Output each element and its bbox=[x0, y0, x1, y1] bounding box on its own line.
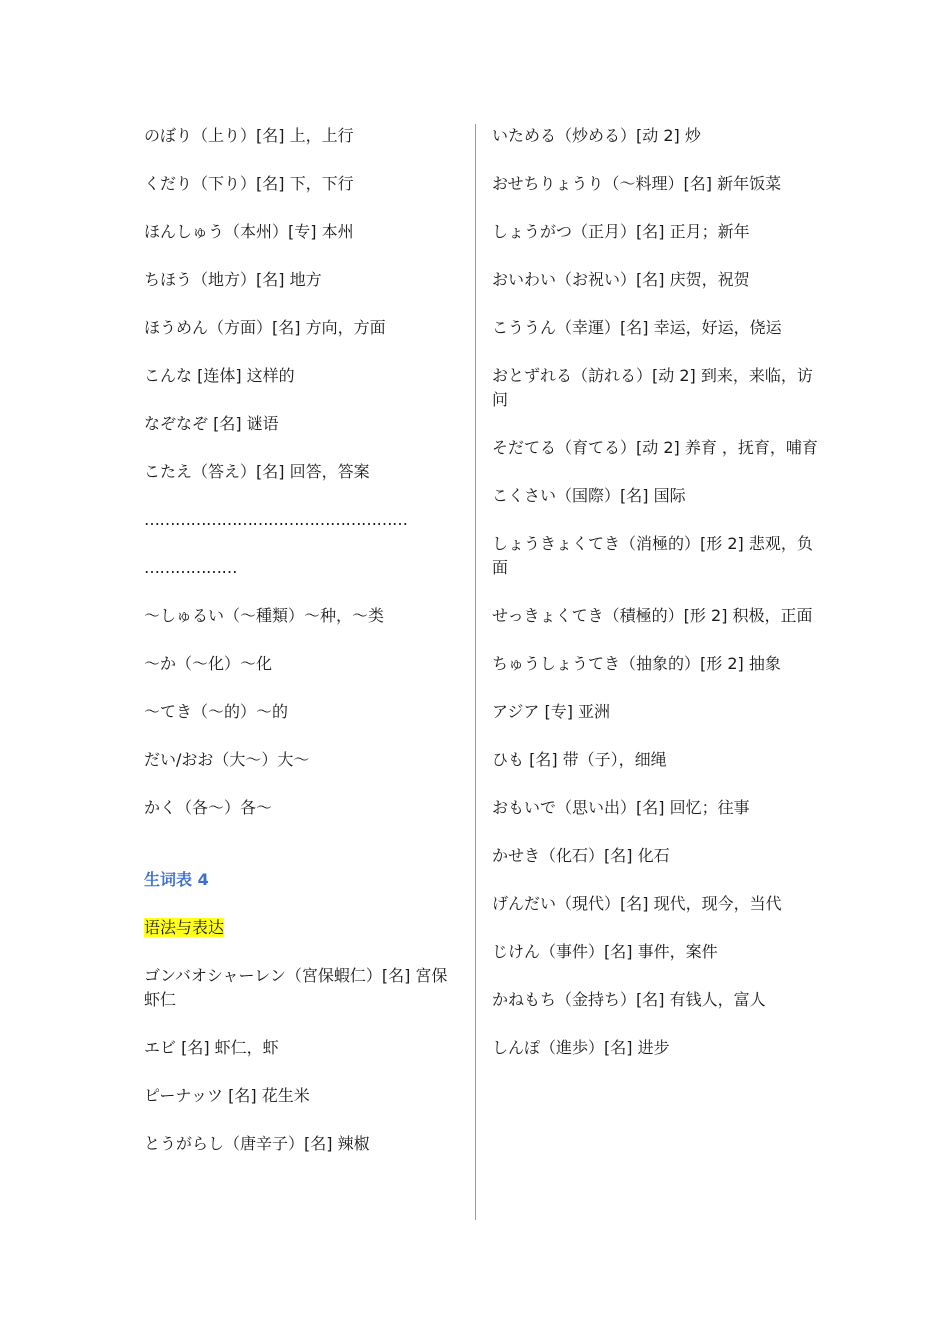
vocab-entry: なぞなぞ [名] 谜语 bbox=[144, 414, 279, 433]
vocab-entry: エビ [名] 虾仁，虾 bbox=[144, 1038, 279, 1057]
vocab-entry: ちほう（地方）[名] 地方 bbox=[144, 270, 322, 289]
vocab-entry: ゴンバオシャーレン（宮保蝦仁）[名] 宮保虾仁 bbox=[144, 966, 448, 1009]
vocab-entry: アジア [专] 亚洲 bbox=[492, 702, 611, 721]
suffix-entry: ～てき（～的）～的 bbox=[144, 702, 289, 721]
dotted-leader: ……………… bbox=[144, 558, 237, 577]
vocab-entry: ほうめん（方面）[名] 方向，方面 bbox=[144, 318, 386, 337]
column-divider bbox=[475, 124, 476, 1220]
suffix-entry: かく（各～）各～ bbox=[144, 798, 273, 817]
vocab-entry: こんな [连体] 这样的 bbox=[144, 366, 295, 385]
dotted-leader: …………………………………………… bbox=[144, 510, 408, 529]
vocab-entry: おもいで（思い出）[名] 回忆；往事 bbox=[492, 798, 750, 817]
vocab-entry: とうがらし（唐辛子）[名] 辣椒 bbox=[144, 1134, 370, 1153]
left-column bbox=[144, 112, 454, 1168]
vocab-entry: ちゅうしょうてき（抽象的）[形 2] 抽象 bbox=[492, 654, 781, 673]
vocab-entry: じけん（事件）[名] 事件，案件 bbox=[492, 942, 718, 961]
right-column bbox=[492, 112, 822, 1072]
vocab-entry: しょうきょくてき（消極的）[形 2] 悲观，负面 bbox=[492, 534, 813, 577]
suffix-entry: だい/おお（大～）大～ bbox=[144, 750, 310, 769]
vocab-entry: ほんしゅう（本州）[专] 本州 bbox=[144, 222, 354, 241]
vocab-entry: かねもち（金持ち）[名] 有钱人，富人 bbox=[492, 990, 766, 1009]
vocab-entry: こくさい（国際）[名] 国际 bbox=[492, 486, 686, 505]
vocab-entry: こたえ（答え）[名] 回答，答案 bbox=[144, 462, 370, 481]
vocab-entry: ひも [名] 带（子），细绳 bbox=[492, 750, 667, 769]
vocab-entry: おせちりょうり（～料理）[名] 新年饭菜 bbox=[492, 174, 782, 193]
vocab-entry: おいわい（お祝い）[名] 庆贺，祝贺 bbox=[492, 270, 750, 289]
suffix-entry: ～か（～化）～化 bbox=[144, 654, 273, 673]
vocab-entry: いためる（炒める）[动 2] 炒 bbox=[492, 126, 701, 145]
vocab-entry: しんぽ（進歩）[名] 进步 bbox=[492, 1038, 670, 1057]
vocab-entry: せっきょくてき（積極的）[形 2] 积极，正面 bbox=[492, 606, 813, 625]
vocab-entry: かせき（化石）[名] 化石 bbox=[492, 846, 670, 865]
vocab-entry: しょうがつ（正月）[名] 正月；新年 bbox=[492, 222, 750, 241]
vocab-entry: のぼり（上り）[名] 上，上行 bbox=[144, 126, 354, 145]
highlighted-subheading: 语法与表达 bbox=[144, 918, 225, 937]
subheading-line bbox=[144, 904, 454, 952]
vocab-entry: ピーナッツ [名] 花生米 bbox=[144, 1086, 310, 1105]
vocab-entry: くだり（下り）[名] 下，下行 bbox=[144, 174, 354, 193]
vocab-entry: げんだい（現代）[名] 现代，现今，当代 bbox=[492, 894, 782, 913]
vocab-entry: おとずれる（訪れる）[动 2] 到来，来临，访问 bbox=[492, 366, 813, 409]
vocab-entry: そだてる（育てる）[动 2] 养育 ，抚育，哺育 bbox=[492, 438, 818, 457]
vocab-entry: こううん（幸運）[名] 幸运，好运，侥运 bbox=[492, 318, 782, 337]
section-heading: 生词表 4 bbox=[144, 870, 209, 889]
suffix-entry: ～しゅるい（～種類）～种，～类 bbox=[144, 606, 385, 625]
